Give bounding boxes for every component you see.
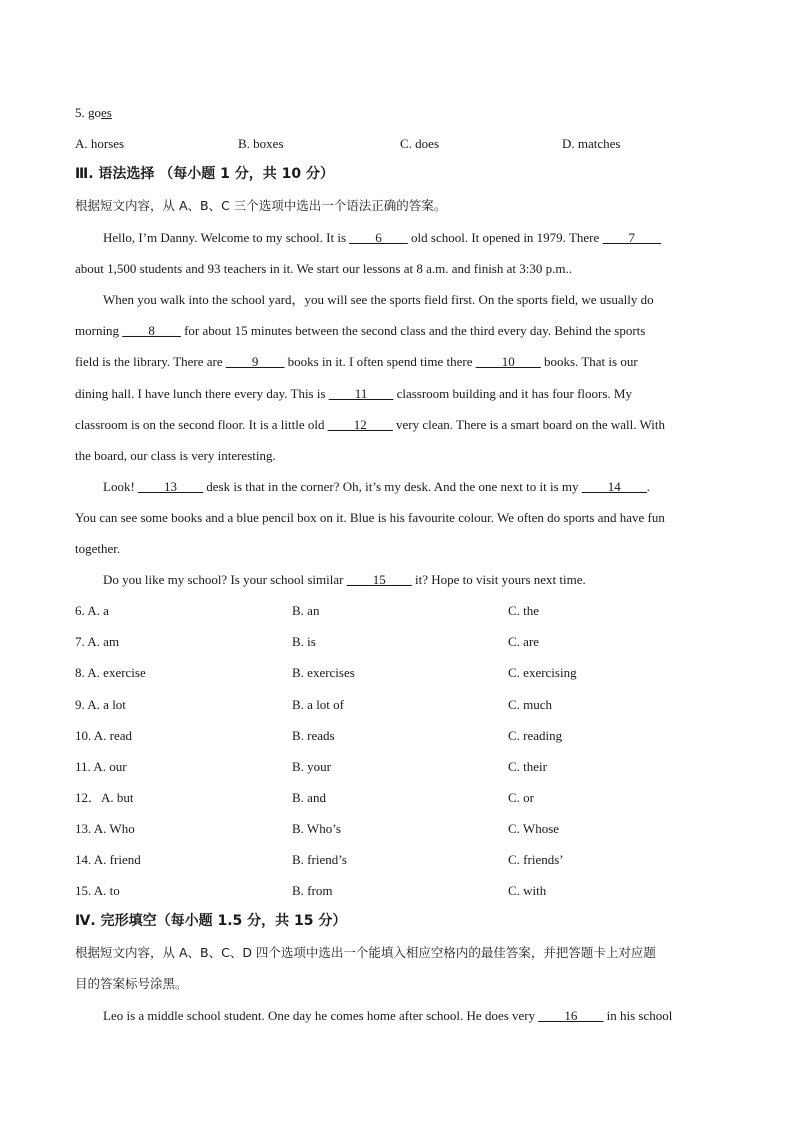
section4-instruction-cont: 目的答案标号涂黑。 — [75, 976, 188, 991]
option-a: 10. A. read — [75, 728, 133, 743]
option-a: 7. A. am — [75, 634, 120, 649]
option-b: B. and — [292, 790, 326, 805]
passage-line — [75, 386, 720, 402]
passage-line: about 1,500 students and 93 teachers in it. We start our lessons at 8 a.m. and finish at 3:30 p.m.. — [75, 261, 572, 276]
section3-heading: Ⅲ. 语法选择 （每小题 1 分，共 10 分） — [75, 166, 335, 182]
text-span: . — [646, 479, 651, 494]
text-span: Do you like my school? Is your school similar — [103, 572, 347, 587]
option-a: 15. A. to — [75, 883, 120, 898]
option-c: C. Whose — [508, 821, 560, 836]
option-c: C. are — [508, 634, 540, 649]
option-b: B. is — [292, 634, 316, 649]
option-a: 12．A. but — [75, 790, 134, 805]
passage-line — [75, 417, 720, 433]
q5-label — [75, 105, 720, 121]
text-span: very clean. There is a smart board on the wall. With — [392, 417, 666, 432]
option-a: 14. A. friend — [75, 852, 141, 867]
passage-line: When you walk into the school yard，you will see the sports field first. On the sports field, we usually do — [103, 292, 654, 307]
option-b: B. your — [292, 759, 331, 774]
passage-line: together. — [75, 541, 121, 556]
option-a: 9. A. a lot — [75, 697, 126, 712]
blank-16: ____16____ — [538, 1008, 604, 1023]
option-c: C. or — [508, 790, 534, 805]
text-span: desk is that in the corner? Oh, it’s my desk. And the one next to it is my — [203, 479, 582, 494]
passage-line — [103, 1008, 720, 1024]
option-b: B. reads — [292, 728, 335, 743]
blank-12: ____12____ — [327, 417, 393, 432]
passage-line — [75, 323, 720, 339]
passage-line: You can see some books and a blue pencil box on it. Blue is his favourite colour. We often do sports and have fun — [75, 510, 665, 525]
text-span: it? Hope to visit yours next time. — [411, 572, 586, 587]
option-c: C. much — [508, 697, 553, 712]
section4-heading: Ⅳ. 完形填空（每小题 1.5 分，共 15 分） — [75, 913, 347, 929]
text-span: classroom building and it has four floors. My — [393, 386, 632, 401]
option-b: B. exercises — [292, 665, 355, 680]
q5-option-a: A. horses — [75, 136, 125, 151]
blank-8: ____8____ — [122, 323, 181, 338]
blank-7: ____7____ — [602, 230, 662, 245]
q5-label-underlined: es — [101, 105, 112, 120]
q5-label-prefix: 5. go — [75, 105, 101, 120]
option-a: 11. A. our — [75, 759, 127, 774]
option-c: C. exercising — [508, 665, 577, 680]
text-span: Look! — [103, 479, 139, 494]
option-c: C. friends’ — [508, 852, 564, 867]
section4-instruction: 根据短文内容，从 A、B、C、D 四个选项中选出一个能填入相应空格内的最佳答案，并把答题卡上对应题 — [75, 945, 656, 960]
passage-line — [75, 354, 720, 370]
passage-line — [103, 572, 720, 588]
q5-option-d: D. matches — [562, 136, 621, 151]
text-span: dining hall. I have lunch there every day. This is — [75, 386, 329, 401]
option-b: B. an — [292, 603, 320, 618]
option-c: C. the — [508, 603, 540, 618]
blank-14: ____14____ — [581, 479, 647, 494]
blank-9: ____9____ — [225, 354, 285, 369]
text-span: Leo is a middle school student. One day he comes home after school. He does very — [103, 1008, 539, 1023]
text-span: books. That is our — [540, 354, 638, 369]
option-b: B. from — [292, 883, 333, 898]
text-span: Hello, I’m Danny. Welcome to my school. It is — [103, 230, 350, 245]
text-span: morning — [75, 323, 123, 338]
section3-instruction: 根据短文内容，从 A、B、C 三个选项中选出一个语法正确的答案。 — [75, 198, 447, 213]
option-c: C. with — [508, 883, 547, 898]
option-c: C. reading — [508, 728, 563, 743]
text-span: old school. It opened in 1979. There — [407, 230, 603, 245]
blank-10: ____10____ — [475, 354, 541, 369]
option-b: B. Who’s — [292, 821, 341, 836]
option-b: B. friend’s — [292, 852, 347, 867]
option-a: 13. A. Who — [75, 821, 135, 836]
option-a: 6. A. a — [75, 603, 109, 618]
blank-15: ____15____ — [346, 572, 412, 587]
option-c: C. their — [508, 759, 547, 774]
blank-6: ____6____ — [349, 230, 408, 245]
text-span: classroom is on the second floor. It is a little old — [75, 417, 328, 432]
blank-13: ____13____ — [138, 479, 204, 494]
q5-option-c: C. does — [400, 136, 439, 151]
q5-option-b: B. boxes — [238, 136, 284, 151]
blank-11: ____11____ — [328, 386, 394, 401]
text-span: field is the library. There are — [75, 354, 226, 369]
passage-line — [103, 230, 720, 246]
passage-line — [103, 479, 720, 495]
passage-line: the board, our class is very interesting. — [75, 448, 276, 463]
text-span: books in it. I often spend time there — [284, 354, 476, 369]
text-span: in his school — [603, 1008, 673, 1023]
option-b: B. a lot of — [292, 697, 344, 712]
text-span: for about 15 minutes between the second class and the third every day. Behind the sports — [180, 323, 646, 338]
option-a: 8. A. exercise — [75, 665, 146, 680]
